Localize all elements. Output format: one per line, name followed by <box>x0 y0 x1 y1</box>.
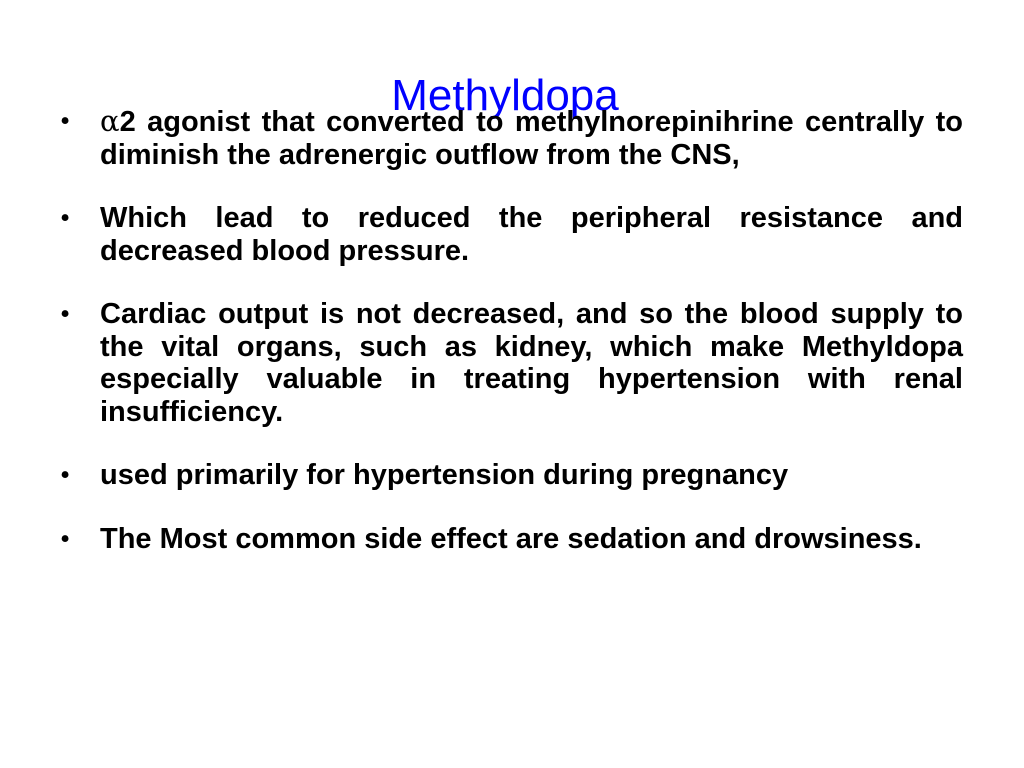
bullet-item <box>60 298 963 428</box>
bullet-icon: • <box>60 105 71 137</box>
bullet-item <box>60 459 963 492</box>
bullet-text: 2 agonist that converted to methylnorepinihrine centrally to diminish the adrenergic outflow from the CNS, <box>100 106 963 171</box>
slide-title: Methyldopa <box>391 71 619 121</box>
bullet-icon: • <box>60 459 71 491</box>
bullet-text: Cardiac output is not decreased, and so the blood supply to the vital organs, such as kidney, which make Methyldopa especially valuable in treating hypertension with renal insufficiency. <box>100 298 963 428</box>
bullet-icon: • <box>60 202 71 234</box>
bullet-icon: • <box>60 522 71 555</box>
alpha-symbol: α <box>100 104 120 138</box>
bullet-item <box>60 523 963 556</box>
bullet-icon: • <box>60 298 71 330</box>
bullet-text: Which lead to reduced the peripheral resistance and decreased blood pressure. <box>100 202 963 267</box>
bullet-item <box>60 105 963 171</box>
bullet-list <box>60 105 963 586</box>
bullet-item <box>60 202 963 267</box>
bullet-text: The Most common side effect are sedation and drowsiness. <box>100 522 922 555</box>
bullet-text: used primarily for hypertension during pregnancy <box>100 459 789 491</box>
